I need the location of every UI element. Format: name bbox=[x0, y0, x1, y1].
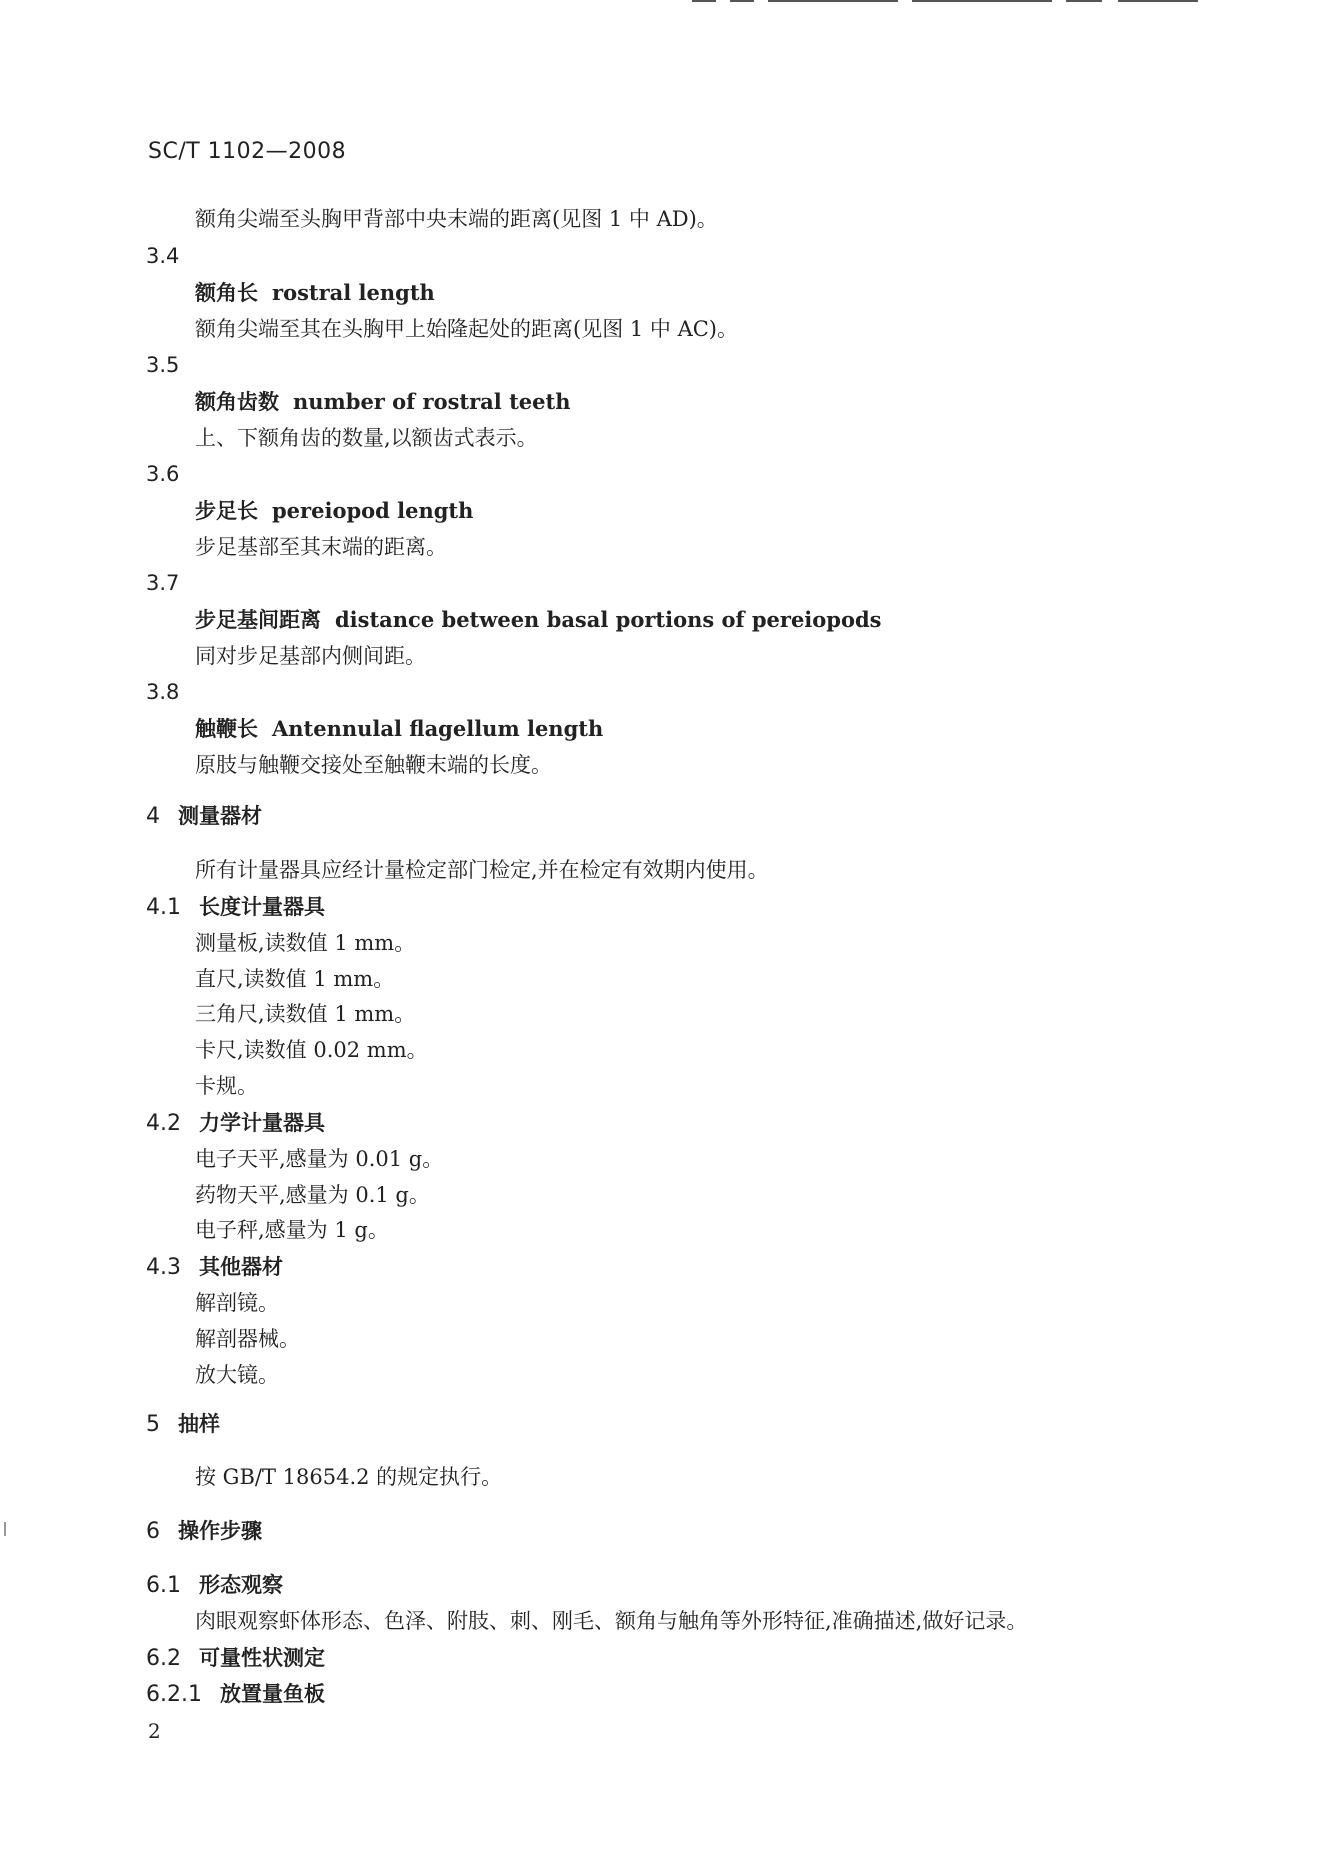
section-title: 测量器材 bbox=[178, 803, 262, 828]
def-3-5: 上、下额角齿的数量,以额齿式表示。 bbox=[195, 426, 538, 450]
section-title: 力学计量器具 bbox=[199, 1110, 325, 1135]
section-number: 4 bbox=[146, 804, 160, 829]
section-number: 6.1 bbox=[146, 1573, 181, 1598]
term-en: distance between basal portions of pereiopods bbox=[335, 607, 882, 632]
section-heading-4-1 bbox=[146, 894, 325, 921]
list-item: 电子天平,感量为 0.01 g。 bbox=[195, 1147, 444, 1171]
term-en: number of rostral teeth bbox=[293, 389, 571, 414]
list-item: 解剖镜。 bbox=[195, 1291, 279, 1315]
list-item: 直尺,读数值 1 mm。 bbox=[195, 967, 395, 991]
section-title: 其他器材 bbox=[199, 1254, 283, 1279]
section-number-3-5: 3.5 bbox=[146, 353, 180, 377]
term-zh: 额角齿数 bbox=[195, 389, 279, 414]
list-item: 放大镜。 bbox=[195, 1363, 279, 1387]
section-heading-6-1 bbox=[146, 1572, 283, 1599]
scan-artifact-line bbox=[1118, 0, 1198, 2]
section-5-text: 按 GB/T 18654.2 的规定执行。 bbox=[195, 1465, 503, 1489]
scan-artifact-line bbox=[730, 0, 754, 2]
section-number: 4.2 bbox=[146, 1111, 181, 1136]
section-6-1-text: 肉眼观察虾体形态、色泽、附肢、刺、刚毛、额角与触角等外形特征,准确描述,做好记录。 bbox=[195, 1609, 1028, 1633]
term-zh: 触鞭长 bbox=[195, 716, 258, 741]
section-heading-6-2 bbox=[146, 1645, 325, 1672]
def-3-8: 原肢与触鞭交接处至触鞭末端的长度。 bbox=[195, 753, 552, 777]
section-heading-6 bbox=[146, 1518, 262, 1545]
scan-artifact-line bbox=[1066, 0, 1102, 2]
section-heading-5 bbox=[146, 1411, 220, 1438]
list-item: 卡规。 bbox=[195, 1074, 258, 1098]
term-zh: 额角长 bbox=[195, 280, 258, 305]
section-title: 放置量鱼板 bbox=[219, 1681, 325, 1706]
doc-header: SC/T 1102—2008 bbox=[148, 139, 347, 164]
section-number: 6.2.1 bbox=[146, 1682, 202, 1707]
term-3-4 bbox=[195, 280, 435, 306]
list-item: 测量板,读数值 1 mm。 bbox=[195, 931, 416, 955]
section-title: 可量性状测定 bbox=[199, 1645, 325, 1670]
section-number-3-6: 3.6 bbox=[146, 462, 180, 486]
section-title: 抽样 bbox=[178, 1411, 220, 1436]
section-number-3-7: 3.7 bbox=[146, 571, 180, 595]
scan-margin-mark bbox=[4, 1522, 6, 1536]
list-item: 药物天平,感量为 0.1 g。 bbox=[195, 1183, 430, 1207]
section-number: 4.3 bbox=[146, 1255, 181, 1280]
section-number: 6.2 bbox=[146, 1646, 181, 1671]
term-en: Antennulal flagellum length bbox=[272, 716, 604, 741]
section-title: 长度计量器具 bbox=[199, 894, 325, 919]
scan-artifact-line bbox=[768, 0, 898, 2]
term-3-8 bbox=[195, 716, 603, 742]
section-number-3-4: 3.4 bbox=[146, 244, 180, 268]
term-zh: 步足长 bbox=[195, 498, 258, 523]
term-3-6 bbox=[195, 498, 473, 524]
def-3-7: 同对步足基部内侧间距。 bbox=[195, 644, 426, 668]
section-heading-4 bbox=[146, 803, 262, 830]
def-3-6: 步足基部至其末端的距离。 bbox=[195, 535, 447, 559]
section-number-3-8: 3.8 bbox=[146, 680, 180, 704]
scan-artifact-line bbox=[692, 0, 716, 2]
list-item: 电子秤,感量为 1 g。 bbox=[195, 1218, 389, 1242]
section-heading-4-3 bbox=[146, 1254, 283, 1281]
def-3-4: 额角尖端至其在头胸甲上始隆起处的距离(见图 1 中 AC)。 bbox=[195, 317, 739, 341]
section-4-text: 所有计量器具应经计量检定部门检定,并在检定有效期内使用。 bbox=[195, 858, 769, 882]
scan-artifact-line bbox=[912, 0, 1052, 2]
section-title: 形态观察 bbox=[199, 1572, 283, 1597]
section-number: 6 bbox=[146, 1519, 160, 1544]
term-3-5 bbox=[195, 389, 570, 415]
section-number: 5 bbox=[146, 1412, 160, 1437]
page-number: 2 bbox=[148, 1719, 161, 1743]
section-heading-4-2 bbox=[146, 1110, 325, 1137]
term-en: pereiopod length bbox=[272, 498, 474, 523]
section-title: 操作步骤 bbox=[178, 1518, 262, 1543]
list-item: 解剖器械。 bbox=[195, 1327, 300, 1351]
term-en: rostral length bbox=[272, 280, 435, 305]
term-zh: 步足基间距离 bbox=[195, 607, 321, 632]
def-3-3-continued: 额角尖端至头胸甲背部中央末端的距离(见图 1 中 AD)。 bbox=[195, 207, 718, 231]
section-number: 4.1 bbox=[146, 895, 181, 920]
list-item: 卡尺,读数值 0.02 mm。 bbox=[195, 1038, 428, 1062]
list-item: 三角尺,读数值 1 mm。 bbox=[195, 1002, 416, 1026]
term-3-7 bbox=[195, 607, 882, 633]
section-heading-6-2-1 bbox=[146, 1681, 325, 1708]
